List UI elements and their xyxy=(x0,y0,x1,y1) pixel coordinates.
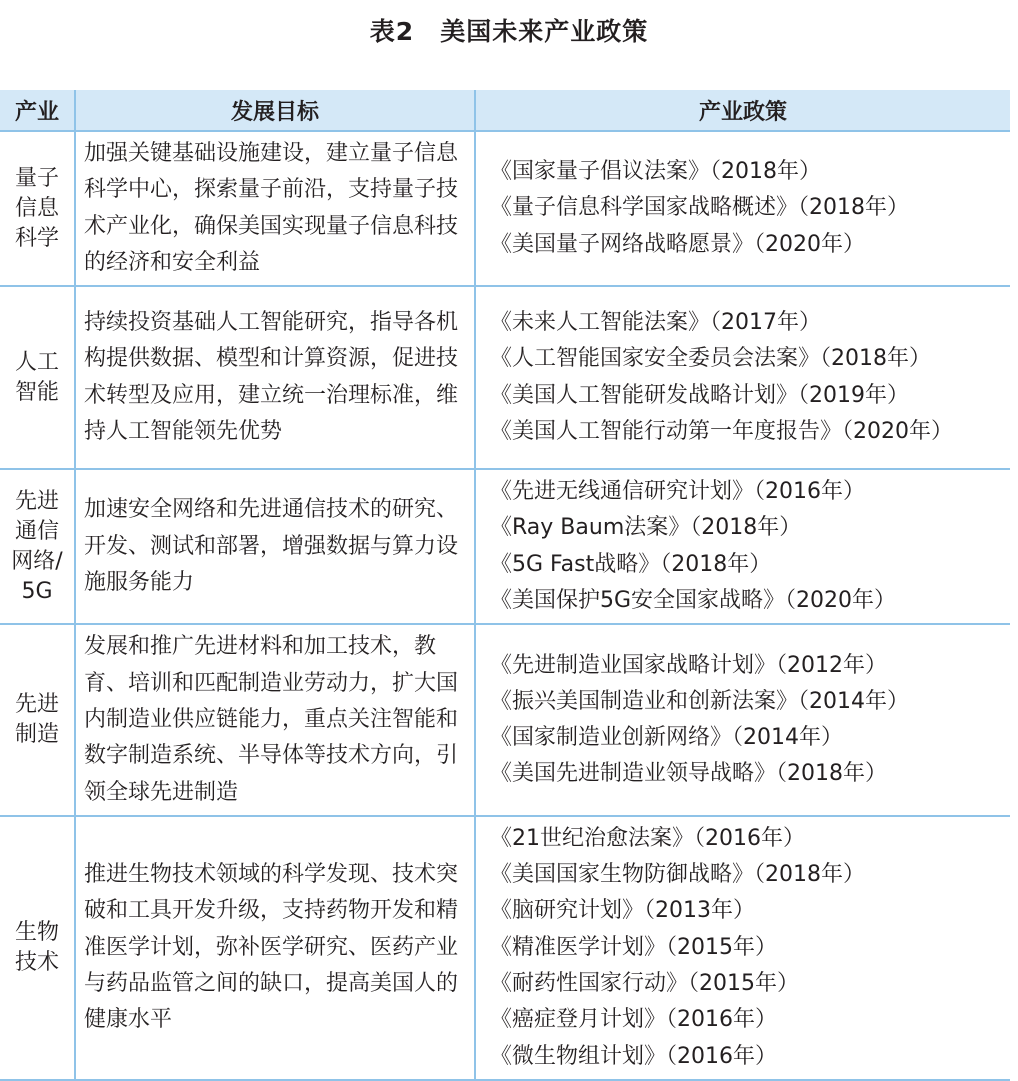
policy-item: 《人工智能国家安全委员会法案》（2018年） xyxy=(490,346,931,372)
goal-cell: 持续投资基础人工智能研究，指导各机构提供数据、模型和计算资源，促进技术转型及应用，建立统一治理标准，维持人工智能领先优势 xyxy=(75,286,475,469)
industry-cell: 人工智能 xyxy=(0,286,75,469)
table-row xyxy=(0,624,1010,815)
policy-cell xyxy=(475,816,1010,1080)
goal-cell: 加速安全网络和先进通信技术的研究、开发、测试和部署，增强数据与算力设施服务能力 xyxy=(75,469,475,624)
policy-item: 《美国量子网络战略愿景》（2020年） xyxy=(490,231,865,257)
policy-item: 《美国保护5G安全国家战略》（2020年） xyxy=(490,588,897,614)
table-header xyxy=(0,90,1010,131)
policy-item: 《美国国家生物防御战略》（2018年） xyxy=(490,862,865,888)
table-row xyxy=(0,286,1010,469)
goal-cell: 加强关键基础设施建设，建立量子信息科学中心，探索量子前沿，支持量子技术产业化，确保美国实现量子信息科技的经济和安全利益 xyxy=(75,131,475,286)
policy-item: 《21世纪治愈法案》（2016年） xyxy=(490,825,805,851)
industry-cell: 量子信息科学 xyxy=(0,131,75,286)
goal-cell: 推进生物技术领域的科学发现、技术突破和工具开发升级，支持药物开发和精准医学计划，弥补医学研究、医药产业与药品监管之间的缺口，提高美国人的健康水平 xyxy=(75,816,475,1080)
policy-item: 《未来人工智能法案》（2017年） xyxy=(490,310,821,336)
policy-cell xyxy=(475,469,1010,624)
policy-item: 《癌症登月计划》（2016年） xyxy=(490,1007,777,1033)
policy-item: 《脑研究计划》（2013年） xyxy=(490,898,755,924)
policy-table xyxy=(0,90,1010,1081)
policy-item: 《精准医学计划》（2015年） xyxy=(490,934,777,960)
table-row xyxy=(0,816,1010,1080)
policy-cell xyxy=(475,286,1010,469)
policy-item: 《国家量子倡议法案》（2018年） xyxy=(490,159,821,185)
header-policy: 产业政策 xyxy=(475,90,1010,131)
table-row xyxy=(0,131,1010,286)
policy-item: 《5G Fast战略》（2018年） xyxy=(490,551,772,577)
goal-cell: 发展和推广先进材料和加工技术，教育、培训和匹配制造业劳动力，扩大国内制造业供应链能力，重点关注智能和数字制造系统、半导体等技术方向，引领全球先进制造 xyxy=(75,624,475,815)
policy-item: 《振兴美国制造业和创新法案》（2014年） xyxy=(490,688,909,714)
policy-item: 《耐药性国家行动》（2015年） xyxy=(490,971,799,997)
policy-item: 《微生物组计划》（2016年） xyxy=(490,1043,777,1069)
table-row xyxy=(0,469,1010,624)
table-body xyxy=(0,131,1010,1080)
header-industry: 产业 xyxy=(0,90,75,131)
header-goal: 发展目标 xyxy=(75,90,475,131)
policy-item: 《Ray Baum法案》（2018年） xyxy=(490,515,802,541)
industry-cell: 生物技术 xyxy=(0,816,75,1080)
policy-item: 《美国人工智能研发战略计划》（2019年） xyxy=(490,382,909,408)
table-title: 表2 美国未来产业政策 xyxy=(369,17,649,46)
policy-item: 《美国人工智能行动第一年度报告》（2020年） xyxy=(490,418,953,444)
policy-cell xyxy=(475,624,1010,815)
policy-item: 《先进制造业国家战略计划》（2012年） xyxy=(490,652,887,678)
policy-item: 《美国先进制造业领导战略》（2018年） xyxy=(490,761,887,787)
policy-item: 《国家制造业创新网络》（2014年） xyxy=(490,725,843,751)
header-row xyxy=(0,90,1010,131)
industry-cell: 先进制造 xyxy=(0,624,75,815)
policy-item: 《量子信息科学国家战略概述》（2018年） xyxy=(490,195,909,221)
policy-item: 《先进无线通信研究计划》（2016年） xyxy=(490,479,865,505)
industry-cell: 先进通信网络/5G xyxy=(0,469,75,624)
policy-cell xyxy=(475,131,1010,286)
